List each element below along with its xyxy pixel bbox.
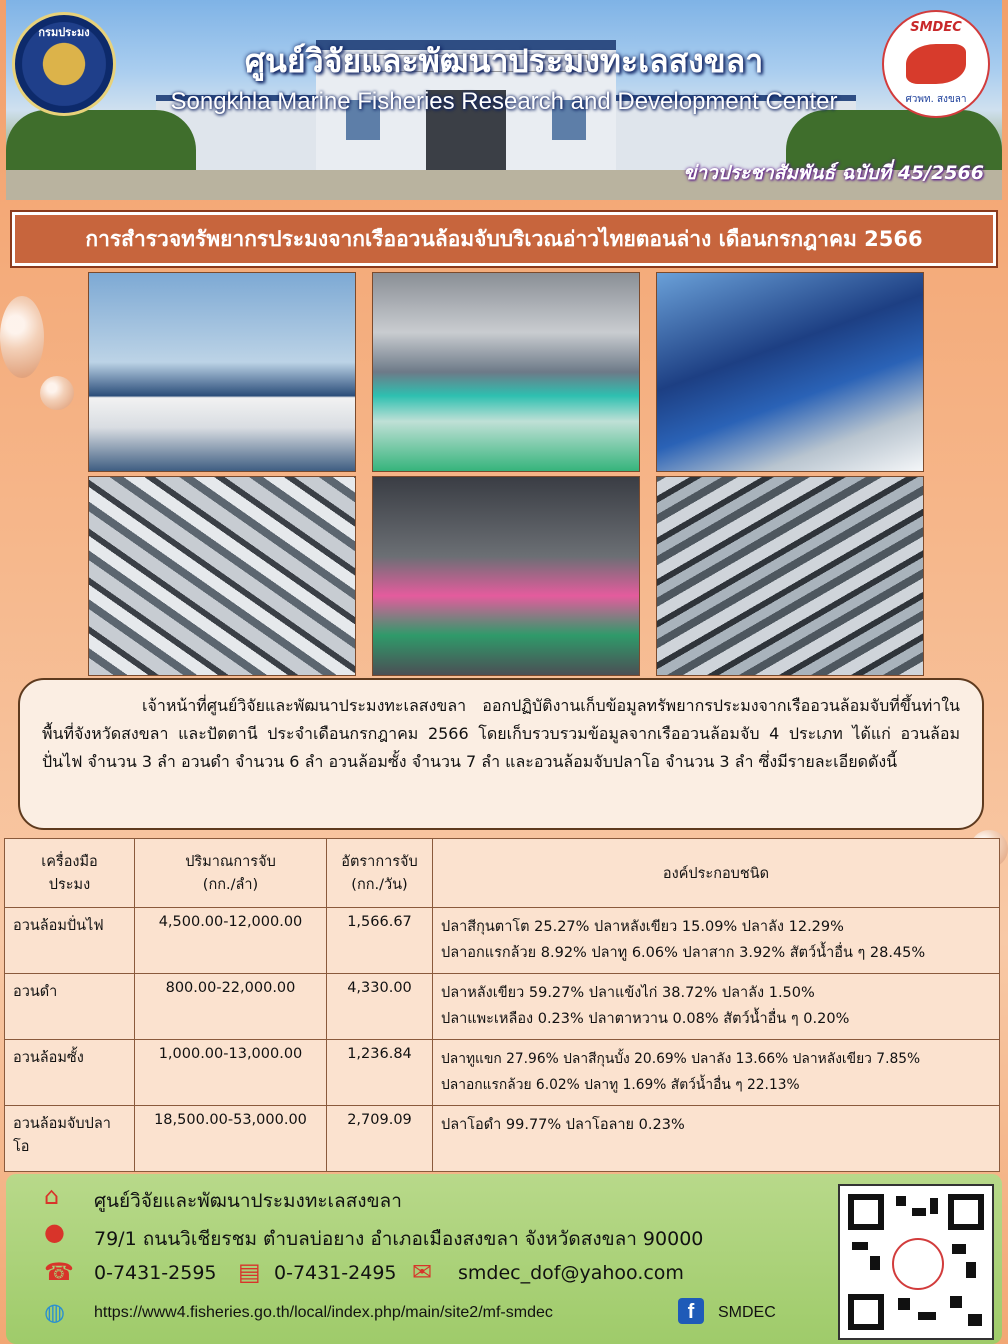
table-header-row [5,839,1000,908]
cell-gear: อวนดำ [5,974,135,1040]
footer-org: ศูนย์วิจัยและพัฒนาประมงทะเลสงขลา [94,1190,402,1212]
cell-composition: ปลาโอดำ 99.77% ปลาโอลาย 0.23% [433,1106,1000,1172]
table-row [5,908,1000,974]
cell-rate: 1,566.67 [327,908,433,974]
home-icon: ⌂ [44,1182,60,1210]
decorative-bubble [40,376,74,410]
cell-catch: 4,500.00-12,000.00 [135,908,327,974]
qr-code[interactable] [838,1184,994,1340]
footer-fax: 0-7431-2495 [274,1262,397,1284]
decorative-bubble [0,296,44,378]
smdec-logo-text: SMDEC [910,20,962,35]
cell-composition: ปลาหลังเขียว 59.27% ปลาแข้งไก่ 38.72% ปลาลัง 1.50% ปลาแพะเหลือง 0.23% ปลาตาหวาน 0.08% สัตว์น้ำอื่น ๆ 0.20% [433,974,1000,1040]
phone-icon: ☎ [44,1258,74,1286]
cell-catch: 1,000.00-13,000.00 [135,1040,327,1106]
table-row [5,1040,1000,1106]
photo-fish-baskets [372,272,640,472]
facebook-icon: f [678,1298,704,1324]
header-catch: ปริมาณการจับ (กก./ลำ) [135,839,327,908]
photo-fish-pile-1 [88,476,356,676]
globe-icon: ◍ [44,1298,65,1326]
cell-rate: 4,330.00 [327,974,433,1040]
table-row [5,1106,1000,1172]
cell-gear: อวนล้อมปั่นไฟ [5,908,135,974]
header-rate: อัตราการจับ (กก./วัน) [327,839,433,908]
catch-data-table [4,838,1000,1172]
photo-fish-pile-2 [656,476,924,676]
news-headline: การสำรวจทรัพยากรประมงจากเรืออวนล้อมจับบริเวณอ่าวไทยตอนล่าง เดือนกรกฎาคม 2566 [12,212,996,266]
footer-facebook[interactable]: SMDEC [718,1304,776,1321]
cell-catch: 18,500.00-53,000.00 [135,1106,327,1172]
cell-rate: 2,709.09 [327,1106,433,1172]
page-title-english: Songkhla Marine Fisheries Research and Development Center [170,88,838,115]
map-pin-icon: ● [44,1218,65,1246]
photo-fishing-boat [88,272,356,472]
qr-center-logo [892,1238,944,1290]
contact-footer [6,1174,1002,1344]
cell-composition: ปลาสีกุนตาโต 25.27% ปลาหลังเขียว 15.09% ปลาลัง 12.29% ปลาอกแรกล้วย 8.92% ปลาทู 6.06% ปลาสาก 3.92% สัตว์น้ำอื่น ๆ 28.45% [433,908,1000,974]
printer-icon: ▤ [238,1258,261,1286]
photo-landing-site [372,476,640,676]
intro-paragraph: เจ้าหน้าที่ศูนย์วิจัยและพัฒนาประมงทะเลสงขลา ออกปฏิบัติงานเก็บข้อมูลทรัพยากรประมงจากเรืออวนล้อมจับที่ขึ้นท่าในพื้นที่จังหวัดสงขลา และปัตตานี ประจำเดือนกรกฎาคม 2566 โดยเก็บรวบรวมข้อมูลจากเรืออวนล้อมจับ 4 ประเภท ได้แก่ อวนล้อมปั่นไฟ จำนวน 3 ลำ อวนดำ จำนวน 6 ลำ อวนล้อมซั้ง จำนวน 7 ลำ และอวนล้อมจับปลาโอ จำนวน 3 ลำ ซึ่งมีรายละเอียดดังนี้ [18,678,984,830]
header-gear: เครื่องมือ ประมง [5,839,135,908]
dof-logo-text: กรมประมง [38,26,90,39]
cell-gear: อวนล้อมจับปลาโอ [5,1106,135,1172]
footer-email[interactable]: smdec_dof@yahoo.com [458,1262,684,1284]
cell-rate: 1,236.84 [327,1040,433,1106]
header-composition: องค์ประกอบชนิด [433,839,1000,908]
footer-phone[interactable]: 0-7431-2595 [94,1262,217,1284]
cell-catch: 800.00-22,000.00 [135,974,327,1040]
page-title-thai: ศูนย์วิจัยและพัฒนาประมงทะเลสงขลา [244,42,764,80]
table-row [5,974,1000,1040]
issue-number: ข่าวประชาสัมพันธ์ ฉบับที่ 45/2566 [683,162,984,184]
mail-icon: ✉ [412,1258,433,1286]
cell-gear: อวนล้อมซั้ง [5,1040,135,1106]
cell-composition: ปลาทูแขก 27.96% ปลาสีกุนบั้ง 20.69% ปลาลัง 13.66% ปลาหลังเขียว 7.85% ปลาอกแรกล้วย 6.02% ปลาทู 1.69% สัตว์น้ำอื่น ๆ 22.13% [433,1040,1000,1106]
smdec-logo-subtext: ศวพท. สงขลา [905,94,967,105]
footer-address: 79/1 ถนนวิเชียรชม ตำบลบ่อยาง อำเภอเมืองสงขลา จังหวัดสงขลา 90000 [94,1228,704,1250]
footer-website[interactable]: https://www4.fisheries.go.th/local/index.php/main/site2/mf-smdec [94,1304,553,1321]
photo-workers-sorting [656,272,924,472]
